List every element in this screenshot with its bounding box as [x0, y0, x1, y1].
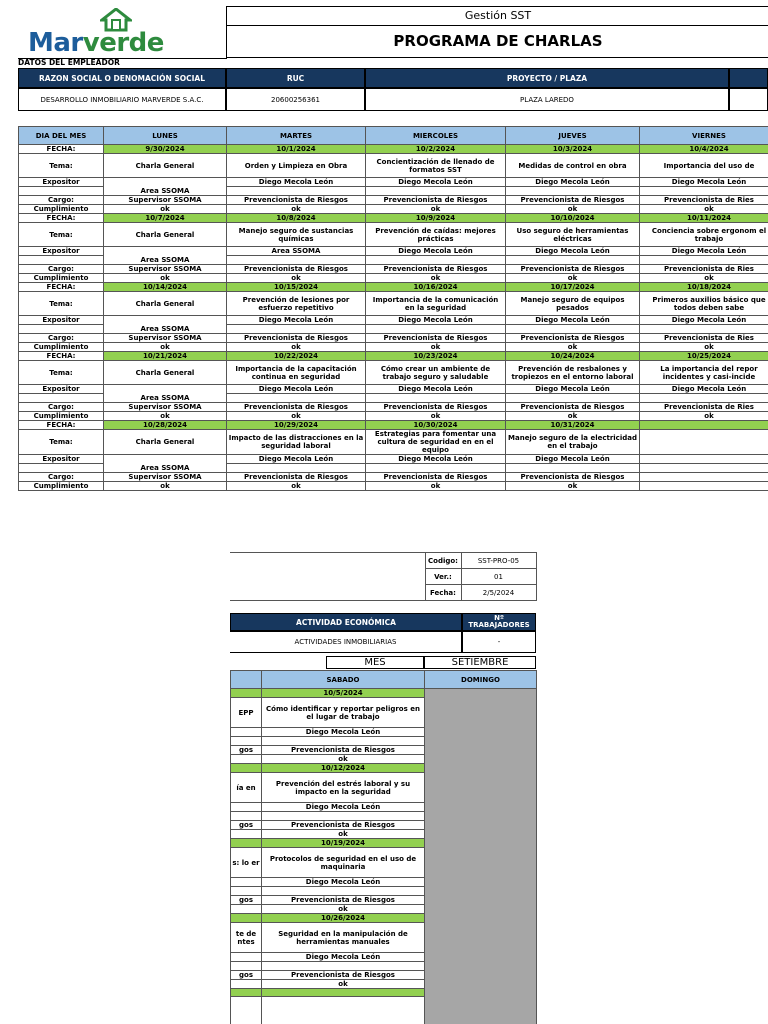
- fecha-label: FECHA:: [19, 283, 104, 292]
- fecha-stub: [231, 914, 262, 923]
- cargo-cell: Prevencionista de Riesgos: [506, 473, 640, 482]
- cumplimiento-cell: ok: [104, 412, 227, 421]
- cumplimiento-cell: ok: [262, 980, 425, 989]
- cumplimiento-cell: ok: [227, 482, 366, 491]
- company-logo: [28, 28, 164, 58]
- tema-cell: La importancia del repor incidentes y casi-incide: [640, 361, 768, 385]
- expositor-cell: Area SSOMA: [104, 316, 227, 334]
- tema-cell: Prevención de caídas: mejores prácticas: [366, 223, 506, 247]
- cumplimiento-cell: ok: [366, 274, 506, 283]
- cumplimiento-label: Cumplimiento: [19, 343, 104, 352]
- spacer-cell: [227, 464, 366, 473]
- spacer-cell: [366, 256, 506, 265]
- spacer-cell: [19, 256, 104, 265]
- cargo-stub: gos: [231, 746, 262, 755]
- cargo-cell: Prevencionista de Riesgos: [506, 265, 640, 274]
- cargo-cell: Prevencionista de Riesgos: [227, 265, 366, 274]
- date-cell: 9/30/2024: [104, 145, 227, 154]
- tema-cell: Manejo seguro de equipos pesados: [506, 292, 640, 316]
- spacer-cell: [640, 394, 768, 403]
- tema-cell: Importancia del uso de: [640, 154, 768, 178]
- cumplimiento-stub: [231, 905, 262, 914]
- date-cell: 10/28/2024: [104, 421, 227, 430]
- tema-cell: Manejo seguro de sustancias químicas: [227, 223, 366, 247]
- expositor-cell: Diego Mecola León: [506, 178, 640, 187]
- cargo-cell: Prevencionista de Riesgos: [366, 265, 506, 274]
- cumplimiento-cell: ok: [366, 412, 506, 421]
- cargo-cell: Prevencionista de Riesgos: [227, 334, 366, 343]
- cumplimiento-row: [19, 482, 768, 491]
- cumplimiento-cell: ok: [506, 274, 640, 283]
- date-cell: 10/24/2024: [506, 352, 640, 361]
- spacer-cell: [506, 464, 640, 473]
- codigo-label: Codigo:: [425, 553, 461, 569]
- logo-text-verde: verde: [82, 28, 164, 58]
- spacer-cell: [231, 887, 262, 896]
- cargo-cell: Prevencionista de Riesgos: [366, 196, 506, 205]
- date-cell: [640, 421, 768, 430]
- tema-cell: Seguridad en la manipulación de herramientas manuales: [262, 923, 425, 953]
- fecha-label: FECHA:: [19, 421, 104, 430]
- fecha-stub: [231, 989, 262, 997]
- cargo-label: Cargo:: [19, 265, 104, 274]
- expositor-cell: Area SSOMA: [104, 247, 227, 265]
- cumplimiento-cell: ok: [262, 905, 425, 914]
- dia-del-mes-header: DIA DEL MES: [19, 127, 104, 145]
- tema-stub: [231, 997, 262, 1024]
- cargo-cell: Prevencionista de Ries: [640, 334, 768, 343]
- fecha-stub: [231, 839, 262, 848]
- tema-cell: Conciencia sobre ergonom el trabajo: [640, 223, 768, 247]
- cumplimiento-cell: [640, 482, 768, 491]
- spacer-cell: [231, 812, 262, 821]
- expositor-cell: Diego Mecola León: [227, 316, 366, 325]
- cargo-cell: Prevencionista de Ries: [640, 196, 768, 205]
- fecha-row: [19, 145, 768, 154]
- cumplimiento-cell: ok: [366, 343, 506, 352]
- cargo-row: [19, 403, 768, 412]
- cargo-cell: Prevencionista de Riesgos: [366, 403, 506, 412]
- cumplimiento-cell: ok: [640, 274, 768, 283]
- spacer-cell: [640, 325, 768, 334]
- trabajadores-header: Nº TRABAJADORES: [462, 613, 536, 631]
- fecha-row: [19, 352, 768, 361]
- expositor-cell: Area SSOMA: [104, 178, 227, 196]
- expositor-cell: Diego Mecola León: [640, 385, 768, 394]
- day-header-jueves: JUEVES: [506, 127, 640, 145]
- fecha-stub: [231, 764, 262, 773]
- cargo-label: Cargo:: [19, 403, 104, 412]
- expositor-row: [19, 385, 768, 394]
- expositor-cell: Diego Mecola León: [227, 385, 366, 394]
- cargo-cell: Supervisor SSOMA: [104, 403, 227, 412]
- weekend-header-blank: [231, 671, 262, 689]
- weekend-table: [230, 670, 537, 1024]
- cumplimiento-cell: ok: [506, 205, 640, 214]
- fecha-label: Fecha:: [425, 585, 461, 601]
- cumplimiento-cell: ok: [227, 274, 366, 283]
- cargo-stub: gos: [231, 896, 262, 905]
- date-cell: 10/14/2024: [104, 283, 227, 292]
- expositor-cell: Diego Mecola León: [262, 953, 425, 962]
- cargo-cell: Prevencionista de Riesgos: [227, 403, 366, 412]
- col-proyecto-header: PROYECTO / PLAZA: [365, 68, 729, 88]
- cargo-stub: gos: [231, 821, 262, 830]
- spacer-cell: [640, 464, 768, 473]
- date-cell: 10/9/2024: [366, 214, 506, 223]
- cargo-row: [19, 196, 768, 205]
- expositor-stub: [231, 953, 262, 962]
- spacer-cell: [231, 737, 262, 746]
- cumplimiento-cell: ok: [227, 205, 366, 214]
- date-cell-empty: [262, 989, 425, 997]
- cumplimiento-row: [19, 205, 768, 214]
- date-cell: 10/1/2024: [227, 145, 366, 154]
- cumplimiento-stub: [231, 980, 262, 989]
- proyecto-value: PLAZA LAREDO: [365, 88, 729, 111]
- cargo-label: Cargo:: [19, 196, 104, 205]
- date-cell: 10/5/2024: [262, 689, 425, 698]
- expositor-label: Expositor: [19, 455, 104, 464]
- cargo-stub: gos: [231, 971, 262, 980]
- spacer-cell: [640, 187, 768, 196]
- ruc-value: 20600256361: [226, 88, 365, 111]
- date-cell: 10/31/2024: [506, 421, 640, 430]
- tema-row: [19, 430, 768, 455]
- tema-cell: Prevención del estrés laboral y su impacto en la seguridad: [262, 773, 425, 803]
- spacer-cell: [366, 325, 506, 334]
- tema-cell: Prevención de lesiones por esfuerzo repetitivo: [227, 292, 366, 316]
- spacer-cell: [506, 256, 640, 265]
- cargo-cell: Supervisor SSOMA: [104, 265, 227, 274]
- tema-label: Tema:: [19, 154, 104, 178]
- date-cell: 10/26/2024: [262, 914, 425, 923]
- tema-cell: Charla General: [104, 361, 227, 385]
- spacer-cell: [506, 394, 640, 403]
- cumplimiento-cell: ok: [366, 482, 506, 491]
- expositor-cell: [640, 455, 768, 464]
- tema-label: Tema:: [19, 430, 104, 455]
- spacer-cell: [231, 962, 262, 971]
- spacer-cell: [19, 394, 104, 403]
- expositor-cell: Diego Mecola León: [227, 178, 366, 187]
- cargo-cell: Supervisor SSOMA: [104, 334, 227, 343]
- expositor-cell: Area SSOMA: [104, 385, 227, 403]
- day-header-miercoles: MIERCOLES: [366, 127, 506, 145]
- domingo-gray-block: [425, 689, 537, 1024]
- fecha-stub: [231, 689, 262, 698]
- day-header-viernes: VIERNES: [640, 127, 768, 145]
- expositor-label: Expositor: [19, 247, 104, 256]
- expositor-cell: Diego Mecola León: [506, 385, 640, 394]
- expositor-cell: Diego Mecola León: [640, 316, 768, 325]
- cumplimiento-label: Cumplimiento: [19, 205, 104, 214]
- tema-cell: Charla General: [104, 430, 227, 455]
- expositor-cell: Diego Mecola León: [366, 247, 506, 256]
- cargo-cell: Prevencionista de Riesgos: [227, 473, 366, 482]
- expositor-stub: [231, 878, 262, 887]
- date-cell: 10/19/2024: [262, 839, 425, 848]
- date-cell: 10/22/2024: [227, 352, 366, 361]
- extra-value: [729, 88, 768, 111]
- cargo-label: Cargo:: [19, 473, 104, 482]
- cumplimiento-row: [19, 274, 768, 283]
- fecha-row: [19, 283, 768, 292]
- spacer-cell: [262, 887, 425, 896]
- spacer-cell: [262, 737, 425, 746]
- actividad-header: ACTIVIDAD ECONÓMICA: [230, 613, 462, 631]
- date-cell: 10/15/2024: [227, 283, 366, 292]
- cumplimiento-cell: ok: [104, 482, 227, 491]
- codigo-value: SST-PRO-05: [461, 553, 536, 569]
- cargo-cell: Prevencionista de Ries: [640, 403, 768, 412]
- expositor-cell: Area SSOMA: [104, 455, 227, 473]
- expositor-cell: Diego Mecola León: [366, 316, 506, 325]
- tema-cell: Estrategias para fomentar una cultura de seguridad en en el equipo: [366, 430, 506, 455]
- cargo-cell: Prevencionista de Riesgos: [227, 196, 366, 205]
- fecha-label: FECHA:: [19, 145, 104, 154]
- cumplimiento-cell: ok: [506, 412, 640, 421]
- cumplimiento-cell: ok: [506, 482, 640, 491]
- date-cell: 10/11/2024: [640, 214, 768, 223]
- tema-label: Tema:: [19, 223, 104, 247]
- date-cell: 10/23/2024: [366, 352, 506, 361]
- date-cell: 10/21/2024: [104, 352, 227, 361]
- trabajadores-value: -: [462, 631, 536, 653]
- expositor-cell: Diego Mecola León: [366, 455, 506, 464]
- tema-row: [19, 223, 768, 247]
- date-cell: 10/29/2024: [227, 421, 366, 430]
- tema-cell: Manejo seguro de la electricidad en el trabajo: [506, 430, 640, 455]
- expositor-cell: Diego Mecola León: [262, 728, 425, 737]
- date-cell: 10/25/2024: [640, 352, 768, 361]
- tema-cell: Medidas de control en obra: [506, 154, 640, 178]
- section-label: DATOS DEL EMPLEADOR: [18, 58, 120, 67]
- cumplimiento-label: Cumplimiento: [19, 274, 104, 283]
- expositor-cell: Area SSOMA: [227, 247, 366, 256]
- cumplimiento-cell: ok: [262, 830, 425, 839]
- cumplimiento-row: [19, 343, 768, 352]
- cargo-row: [19, 334, 768, 343]
- mes-label: MES: [326, 656, 424, 669]
- col-razon-header: RAZON SOCIAL O DENOMACIÓN SOCIAL: [18, 68, 226, 88]
- fecha-row: [231, 689, 537, 698]
- tema-label: Tema:: [19, 292, 104, 316]
- doc-meta-table: [230, 552, 537, 601]
- actividad-value: ACTIVIDADES INMOBILIARIAS: [230, 631, 462, 653]
- tema-stub: ía en: [231, 773, 262, 803]
- cargo-cell: Supervisor SSOMA: [104, 473, 227, 482]
- cargo-cell: Supervisor SSOMA: [104, 196, 227, 205]
- tema-label: Tema:: [19, 361, 104, 385]
- fecha-row: [19, 421, 768, 430]
- top-title: Gestión SST: [226, 6, 768, 26]
- cargo-cell: [640, 473, 768, 482]
- fecha-row: [19, 214, 768, 223]
- tema-stub: EPP: [231, 698, 262, 728]
- razon-value: DESARROLLO INMOBILIARIO MARVERDE S.A.C.: [18, 88, 226, 111]
- cargo-label: Cargo:: [19, 334, 104, 343]
- cumplimiento-cell: ok: [640, 343, 768, 352]
- spacer-cell: [19, 464, 104, 473]
- spacer-cell: [19, 325, 104, 334]
- cargo-cell: Prevencionista de Riesgos: [366, 334, 506, 343]
- tema-cell: Protocolos de seguridad en el uso de maquinaria: [262, 848, 425, 878]
- ver-label: Ver.:: [425, 569, 461, 585]
- date-cell: 10/16/2024: [366, 283, 506, 292]
- tema-cell: Charla General: [104, 154, 227, 178]
- ver-value: 01: [461, 569, 536, 585]
- tema-stub: te de ntes: [231, 923, 262, 953]
- cargo-row: [19, 265, 768, 274]
- expositor-label: Expositor: [19, 385, 104, 394]
- cargo-cell: Prevencionista de Riesgos: [506, 334, 640, 343]
- expositor-cell: Diego Mecola León: [262, 878, 425, 887]
- tema-cell: Importancia de la comunicación en la seguridad: [366, 292, 506, 316]
- cumplimiento-label: Cumplimiento: [19, 412, 104, 421]
- expositor-cell: Diego Mecola León: [366, 385, 506, 394]
- tema-cell-empty: [262, 997, 425, 1024]
- spacer-cell: [227, 325, 366, 334]
- expositor-label: Expositor: [19, 316, 104, 325]
- mes-value: SETIEMBRE: [424, 656, 536, 669]
- expositor-cell: Diego Mecola León: [506, 247, 640, 256]
- cargo-cell: Prevencionista de Riesgos: [366, 473, 506, 482]
- weekend-header-row: [231, 671, 537, 689]
- tema-cell: Impacto de las distracciones en la seguridad laboral: [227, 430, 366, 455]
- cargo-cell: Prevencionista de Riesgos: [262, 971, 425, 980]
- cargo-cell: Prevencionista de Riesgos: [262, 746, 425, 755]
- tema-cell: Concientización de llenado de formatos SST: [366, 154, 506, 178]
- expositor-cell: Diego Mecola León: [262, 803, 425, 812]
- date-cell: 10/10/2024: [506, 214, 640, 223]
- main-title: PROGRAMA DE CHARLAS: [226, 25, 768, 58]
- cargo-row: [19, 473, 768, 482]
- tema-cell: Cómo identificar y reportar peligros en el lugar de trabajo: [262, 698, 425, 728]
- fecha-label: FECHA:: [19, 214, 104, 223]
- date-cell: 10/7/2024: [104, 214, 227, 223]
- fecha-label: FECHA:: [19, 352, 104, 361]
- schedule-table: [18, 126, 768, 491]
- date-cell: 10/4/2024: [640, 145, 768, 154]
- tema-stub: s: lo er: [231, 848, 262, 878]
- spacer-cell: [262, 812, 425, 821]
- date-cell: 10/12/2024: [262, 764, 425, 773]
- expositor-row: [19, 316, 768, 325]
- spacer-cell: [640, 256, 768, 265]
- tema-row: [19, 361, 768, 385]
- spacer-cell: [227, 394, 366, 403]
- cumplimiento-cell: ok: [104, 205, 227, 214]
- tema-cell: Charla General: [104, 292, 227, 316]
- expositor-cell: Diego Mecola León: [506, 316, 640, 325]
- expositor-stub: [231, 728, 262, 737]
- day-header-lunes: LUNES: [104, 127, 227, 145]
- cumplimiento-cell: ok: [104, 343, 227, 352]
- cumplimiento-stub: [231, 830, 262, 839]
- cumplimiento-cell: ok: [640, 412, 768, 421]
- tema-cell: Primeros auxilios básico que todos deben sabe: [640, 292, 768, 316]
- cumplimiento-label: Cumplimiento: [19, 482, 104, 491]
- day-header-martes: MARTES: [227, 127, 366, 145]
- expositor-label: Expositor: [19, 178, 104, 187]
- tema-cell: Importancia de la capacitación continua en seguridad: [227, 361, 366, 385]
- cumplimiento-cell: ok: [104, 274, 227, 283]
- spacer-cell: [366, 187, 506, 196]
- expositor-row: [19, 455, 768, 464]
- col-ruc-header: RUC: [226, 68, 365, 88]
- day-header-domingo: DOMINGO: [425, 671, 537, 689]
- cargo-cell: Prevencionista de Riesgos: [262, 821, 425, 830]
- spacer-cell: [262, 962, 425, 971]
- tema-row: [19, 292, 768, 316]
- day-header-row: [19, 127, 768, 145]
- cumplimiento-stub: [231, 755, 262, 764]
- cumplimiento-row: [19, 412, 768, 421]
- cumplimiento-cell: ok: [506, 343, 640, 352]
- spacer-cell: [227, 187, 366, 196]
- expositor-row: [19, 247, 768, 256]
- tema-row: [19, 154, 768, 178]
- logo-area: [18, 6, 227, 59]
- cumplimiento-cell: ok: [227, 343, 366, 352]
- cargo-cell: Prevencionista de Riesgos: [506, 196, 640, 205]
- cargo-cell: Prevencionista de Riesgos: [506, 403, 640, 412]
- col-extra-header: [729, 68, 768, 88]
- expositor-stub: [231, 803, 262, 812]
- tema-cell: Uso seguro de herramientas eléctricas: [506, 223, 640, 247]
- spacer-cell: [506, 325, 640, 334]
- spacer-cell: [19, 187, 104, 196]
- date-cell: 10/8/2024: [227, 214, 366, 223]
- tema-cell: Orden y Limpieza en Obra: [227, 154, 366, 178]
- cumplimiento-cell: ok: [366, 205, 506, 214]
- date-cell: 10/18/2024: [640, 283, 768, 292]
- expositor-cell: Diego Mecola León: [506, 455, 640, 464]
- spacer-cell: [366, 394, 506, 403]
- date-cell: 10/17/2024: [506, 283, 640, 292]
- expositor-cell: Diego Mecola León: [640, 178, 768, 187]
- tema-cell: Charla General: [104, 223, 227, 247]
- expositor-cell: Diego Mecola León: [366, 178, 506, 187]
- spacer-cell: [366, 464, 506, 473]
- day-header-sabado: SABADO: [262, 671, 425, 689]
- tema-cell: Prevención de resbalones y tropiezos en el entorno laboral: [506, 361, 640, 385]
- date-cell: 10/30/2024: [366, 421, 506, 430]
- date-cell: 10/2/2024: [366, 145, 506, 154]
- expositor-row: [19, 178, 768, 187]
- cumplimiento-cell: ok: [262, 755, 425, 764]
- logo-text-mar: Mar: [28, 28, 83, 58]
- expositor-cell: Diego Mecola León: [640, 247, 768, 256]
- cargo-cell: Prevencionista de Riesgos: [262, 896, 425, 905]
- tema-cell: Cómo crear un ambiente de trabajo seguro y saludable: [366, 361, 506, 385]
- spacer-cell: [506, 187, 640, 196]
- cumplimiento-cell: ok: [640, 205, 768, 214]
- tema-cell: [640, 430, 768, 455]
- fecha-value: 2/5/2024: [461, 585, 536, 601]
- cargo-cell: Prevencionista de Ries: [640, 265, 768, 274]
- cumplimiento-cell: ok: [227, 412, 366, 421]
- expositor-cell: Diego Mecola León: [227, 455, 366, 464]
- spacer-cell: [227, 256, 366, 265]
- date-cell: 10/3/2024: [506, 145, 640, 154]
